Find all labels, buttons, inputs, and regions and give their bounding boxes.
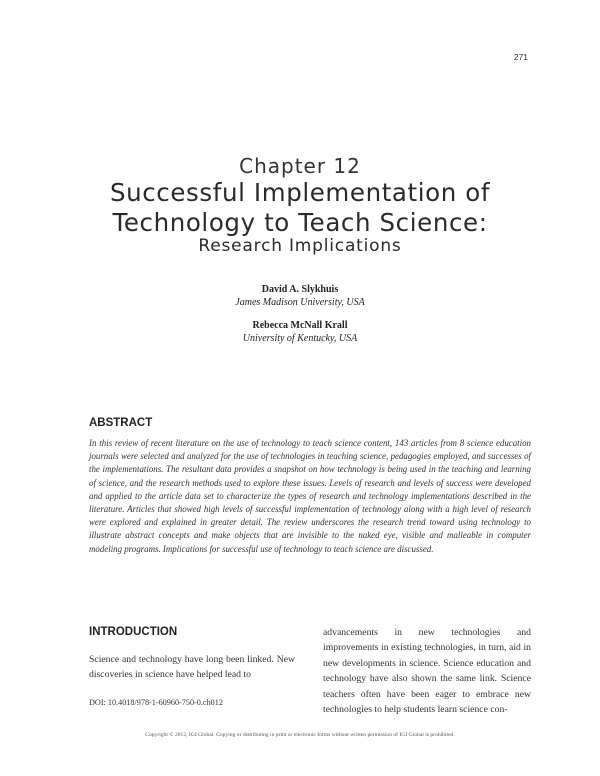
copyright-notice: Copyright © 2012, IGI Global. Copying or distributing in print or electronic forms without written permission of IGI Global is prohibited. xyxy=(145,732,455,738)
introduction-heading: INTRODUCTION xyxy=(89,626,178,638)
chapter-label: Chapter 12 xyxy=(239,154,361,178)
chapter-subtitle: Research Implications xyxy=(198,236,402,256)
author-affiliation-2: University of Kentucky, USA xyxy=(242,333,358,344)
abstract-text: In this review of recent literature on the use of technology to teach science content, 143 articles from 8 science education journals were selected and analyzed for the use of technologies in teaching science, pedagogies employed, and successes of the implementations. The resultant data provides a snapshot on how technology is being used in the teaching and learning of science, and the research methods used to explore these issues. Levels of research and levels of success were developed and applied to the article data set to characterize the types of research and technology implementations described in the literature. Articles that showed high levels of successful implementation of technology along with a high level of research were explored and explained in greater detail. The review underscores the research trend toward using technology to illustrate abstract concepts and make objects that are invisible to the naked eye, visible and malleable in computer modeling programs. Implications for successful use of technology to teach science are discussed. xyxy=(89,438,531,554)
page-number: 271 xyxy=(513,52,528,62)
introduction-left-column: Science and technology have long been linked. New discoveries in science have helped lead to xyxy=(89,654,295,681)
author-name-1: David A. Slykhuis xyxy=(261,284,339,295)
chapter-title-line-2: Technology to Teach Science: xyxy=(112,208,488,237)
chapter-title-line-1: Successful Implementation of xyxy=(109,178,491,207)
author-name-2: Rebecca McNall Krall xyxy=(252,320,348,331)
introduction-right-column: advancements in new technologies and improvements in existing technologies, in turn, aid in new developments in science. Science education and technology have also shown the same link. Science teachers often have been eager to embrace new technologies to help students learn science con- xyxy=(323,627,531,716)
chapter-title xyxy=(60,178,540,238)
author-affiliation-1: James Madison University, USA xyxy=(235,297,365,308)
abstract-heading: ABSTRACT xyxy=(89,417,153,429)
doi: DOI: 10.4018/978-1-60960-750-0.ch012 xyxy=(89,698,223,707)
